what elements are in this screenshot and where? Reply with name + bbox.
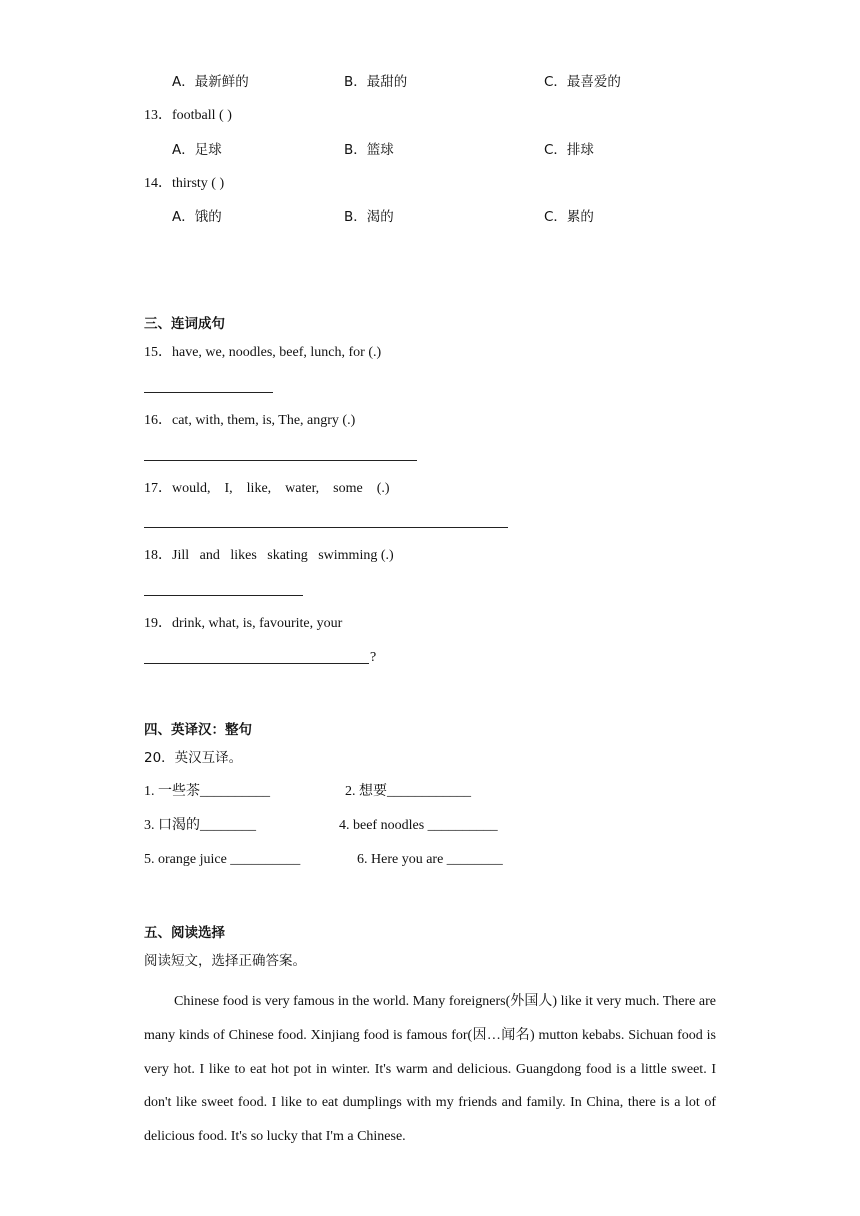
- translation-item-5: 5. orange juice __________: [144, 852, 301, 867]
- q14-option-c: C．累的: [544, 209, 594, 225]
- q19-question-mark: ?: [370, 650, 377, 665]
- reading-passage: Chinese food is very famous in the world. Many foreigners(外国人) like it very much. There are many kinds of Chinese food. Xinjiang food is famous for(因…闻名) mutton kebabs. Sichuan food is very hot. I like to eat hot pot in winter. It's warm and delicious. Guangdong food is a little sweet. I don't like sweet food. I like to eat dumplings with my friends and family. In China, there is a lot of delicious food. It's so lucky that I'm a Chinese.: [144, 994, 716, 1145]
- q16-answer-line[interactable]: [144, 460, 417, 461]
- q12-option-c: C．最喜爱的: [544, 74, 621, 90]
- translation-item-1: 1. 一些茶__________: [144, 784, 270, 799]
- section5-heading: 五、阅读选择: [144, 925, 225, 941]
- translation-item-4: 4. beef noodles __________: [339, 818, 498, 833]
- q14-option-a: A．饿的: [172, 209, 222, 225]
- q15-prompt: 15．have, we, noodles, beef, lunch, for (.): [144, 345, 382, 360]
- section3-heading: 三、连词成句: [144, 316, 225, 332]
- q13-option-a: A．足球: [172, 142, 222, 158]
- section5-instruction: 阅读短文，选择正确答案。: [144, 953, 306, 969]
- translation-item-6: 6. Here you are ________: [357, 852, 503, 867]
- q13-option-b: B．篮球: [344, 142, 394, 158]
- q16-prompt: 16．cat, with, them, is, The, angry (.): [144, 413, 356, 428]
- translation-item-2: 2. 想要____________: [345, 784, 471, 799]
- q15-answer-line[interactable]: [144, 392, 273, 393]
- q14-option-b: B．渴的: [344, 209, 394, 225]
- q13-option-c: C．排球: [544, 142, 594, 158]
- q17-prompt: 17．would, I, like, water, some (.): [144, 481, 390, 496]
- q12-option-a: A．最新鲜的: [172, 74, 249, 90]
- q20-prompt: 20．英汉互译。: [144, 750, 243, 766]
- translation-item-3: 3. 口渴的________: [144, 818, 256, 833]
- q18-answer-line[interactable]: [144, 595, 303, 596]
- q19-answer-line[interactable]: [144, 663, 369, 664]
- section4-heading: 四、英译汉：整句: [144, 722, 252, 738]
- q18-prompt: 18．Jill and likes skating swimming (.): [144, 548, 394, 563]
- q14-stem: 14．thirsty ( ): [144, 176, 225, 191]
- q19-prompt: 19．drink, what, is, favourite, your: [144, 616, 343, 631]
- q17-answer-line[interactable]: [144, 527, 508, 528]
- q12-option-b: B．最甜的: [344, 74, 408, 90]
- q13-stem: 13．football ( ): [144, 108, 232, 123]
